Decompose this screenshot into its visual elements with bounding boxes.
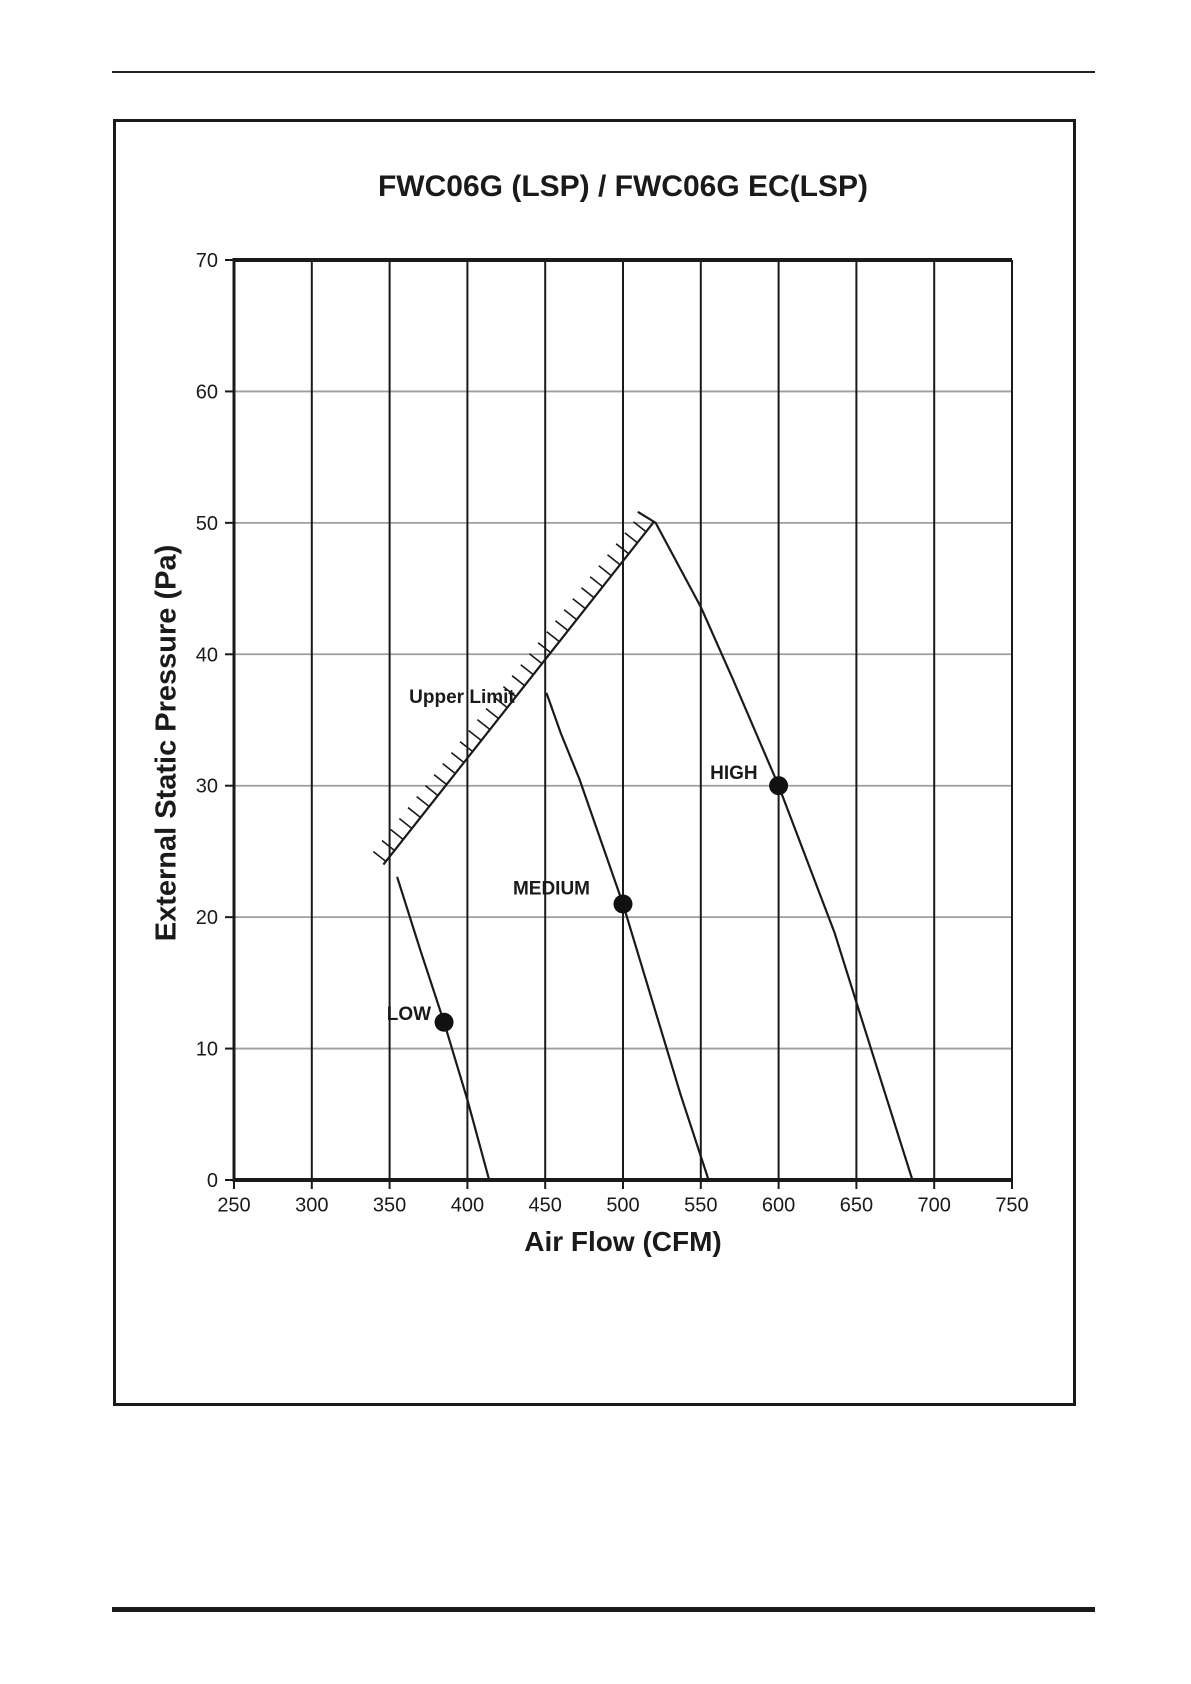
y-tick-label: 40 [195, 644, 218, 667]
bottom-horizontal-rule [112, 1607, 1095, 1612]
series-curve-high [639, 512, 913, 1180]
upper-limit-hatch-mark [625, 533, 638, 543]
upper-limit-hatch-mark [373, 852, 386, 862]
upper-limit-hatch-mark [564, 610, 577, 620]
series-label-medium: MEDIUM [512, 878, 590, 900]
y-tick-label: 60 [195, 381, 218, 404]
x-tick-label: 250 [217, 1194, 251, 1217]
series-label-high: HIGH [710, 763, 758, 785]
upper-limit-hatch-mark [425, 786, 438, 796]
series-label-low: LOW [386, 1003, 432, 1025]
upper-limit-hatch-mark [477, 720, 490, 730]
upper-limit-hatch-mark [521, 665, 534, 675]
x-tick-label: 400 [450, 1194, 485, 1217]
x-tick-label: 550 [684, 1194, 718, 1217]
upper-limit-hatch-mark [486, 709, 499, 719]
y-tick-label: 20 [195, 907, 218, 930]
x-axis-title: Air Flow (CFM) [524, 1226, 722, 1257]
x-tick-label: 300 [295, 1194, 329, 1217]
upper-limit-hatch-mark [529, 654, 542, 664]
upper-limit-hatch-mark [417, 797, 430, 807]
upper-limit-label: Upper Limit [409, 687, 515, 709]
y-tick-label: 10 [195, 1038, 218, 1061]
upper-limit-hatch-mark [581, 588, 594, 598]
upper-limit-hatch-mark [599, 566, 612, 576]
x-tick-label: 600 [761, 1194, 796, 1217]
upper-limit-hatch-mark [408, 808, 421, 818]
x-tick-label: 650 [839, 1194, 874, 1217]
upper-limit-hatch-mark [443, 764, 456, 774]
upper-limit-hatch-mark [555, 621, 568, 631]
series-curve-medium [547, 694, 709, 1180]
upper-limit-hatch-mark [547, 632, 560, 642]
x-tick-label: 350 [372, 1194, 407, 1217]
upper-limit-hatch-mark [391, 830, 404, 840]
y-tick-label: 0 [206, 1170, 218, 1192]
upper-limit-hatch-mark [451, 753, 464, 763]
chart-title: FWC06G (LSP) / FWC06G EC(LSP) [377, 170, 869, 203]
x-tick-label: 700 [917, 1194, 951, 1217]
upper-limit-hatch-mark [469, 731, 482, 741]
series-point-medium [614, 895, 633, 914]
upper-limit-hatch-mark [382, 841, 395, 851]
series-point-high [769, 776, 788, 795]
upper-limit-hatch-mark [607, 555, 620, 565]
x-tick-label: 450 [528, 1194, 562, 1217]
upper-limit-hatch-mark [573, 599, 586, 609]
y-tick-label: 50 [195, 512, 218, 535]
series-point-low [435, 1013, 454, 1032]
x-tick-label: 750 [995, 1194, 1029, 1217]
upper-limit-hatch-mark [434, 775, 447, 785]
y-tick-label: 70 [195, 250, 218, 272]
x-tick-label: 500 [606, 1194, 640, 1217]
y-tick-label: 30 [195, 775, 218, 798]
y-axis-title: External Static Pressure (Pa) [150, 544, 183, 942]
upper-limit-hatch-mark [512, 676, 525, 686]
upper-limit-hatch-mark [590, 577, 603, 587]
upper-limit-hatch-mark [460, 742, 473, 752]
upper-limit-hatch-mark [399, 819, 412, 829]
